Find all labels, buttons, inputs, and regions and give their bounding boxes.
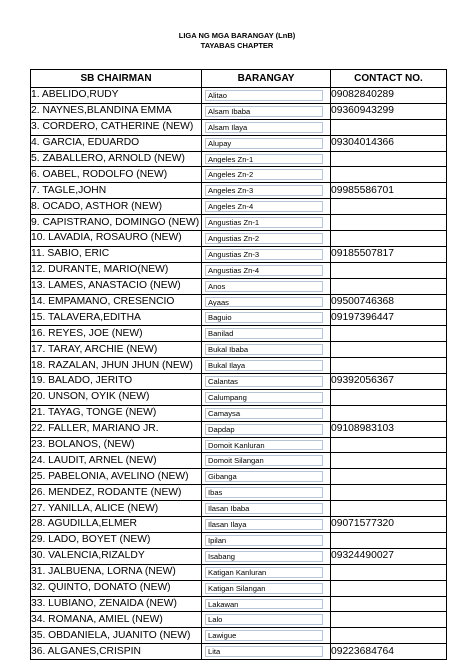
barangay-field: Alsam Ibaba xyxy=(205,106,323,117)
contact-number-cell: 09392056367 xyxy=(331,374,447,390)
table-row xyxy=(31,644,447,660)
barangay-cell xyxy=(202,135,331,151)
chairman-name-cell: 11. SABIO, ERIC xyxy=(31,246,202,262)
barangay-field: Domoit Silangan xyxy=(205,455,323,466)
chairman-name-cell: 35. OBDANIELA, JUANITO (NEW) xyxy=(31,628,202,644)
barangay-field: Ayaas xyxy=(205,297,323,308)
contact-number-cell xyxy=(331,485,447,501)
barangay-field: Angeles Zn-3 xyxy=(205,185,323,196)
contact-number-cell xyxy=(331,453,447,469)
table-row xyxy=(31,374,447,390)
chairman-name-cell: 27. YANILLA, ALICE (NEW) xyxy=(31,501,202,517)
contact-number-cell xyxy=(331,199,447,215)
table-row xyxy=(31,564,447,580)
barangay-cell xyxy=(202,644,331,660)
contact-number-cell: 09185507817 xyxy=(331,246,447,262)
chairman-name-cell: 19. BALADO, JERITO xyxy=(31,374,202,390)
table-header-row xyxy=(31,70,447,88)
chairman-name-cell: 1. ABELIDO,RUDY xyxy=(31,88,202,104)
chairman-name-cell: 5. ZABALLERO, ARNOLD (NEW) xyxy=(31,151,202,167)
contact-number-cell: 09108983103 xyxy=(331,421,447,437)
barangay-field: Katigan Silangan xyxy=(205,583,323,594)
table-row xyxy=(31,151,447,167)
contact-number-cell xyxy=(331,405,447,421)
barangay-field: Lawigue xyxy=(205,630,323,641)
barangay-field: Dapdap xyxy=(205,424,323,435)
contact-number-cell: 09360943299 xyxy=(331,103,447,119)
barangay-cell xyxy=(202,183,331,199)
chairman-name-cell: 12. DURANTE, MARIO(NEW) xyxy=(31,262,202,278)
chairman-name-cell: 14. EMPAMANO, CRESENCIO xyxy=(31,294,202,310)
table-row xyxy=(31,628,447,644)
contact-number-cell xyxy=(331,278,447,294)
barangay-cell xyxy=(202,421,331,437)
chairman-name-cell: 33. LUBIANO, ZENAIDA (NEW) xyxy=(31,596,202,612)
chairman-name-cell: 7. TAGLE,JOHN xyxy=(31,183,202,199)
barangay-field: Alsam Ilaya xyxy=(205,122,323,133)
contact-number-cell xyxy=(331,437,447,453)
column-header-chairman: SB CHAIRMAN xyxy=(31,70,202,88)
contact-number-cell xyxy=(331,564,447,580)
barangay-field: Bukal Ibaba xyxy=(205,344,323,355)
barangay-field: Angustias Zn-2 xyxy=(205,233,323,244)
barangay-cell xyxy=(202,580,331,596)
barangay-cell xyxy=(202,88,331,104)
table-row xyxy=(31,167,447,183)
chairman-name-cell: 20. UNSON, OYIK (NEW) xyxy=(31,389,202,405)
chairman-name-cell: 31. JALBUENA, LORNA (NEW) xyxy=(31,564,202,580)
barangay-cell xyxy=(202,326,331,342)
barangay-field: Lita xyxy=(205,646,323,657)
chairman-name-cell: 6. OABEL, RODOLFO (NEW) xyxy=(31,167,202,183)
barangay-cell xyxy=(202,342,331,358)
contact-number-cell xyxy=(331,215,447,231)
chairman-name-cell: 26. MENDEZ, RODANTE (NEW) xyxy=(31,485,202,501)
table-row xyxy=(31,262,447,278)
barangay-field: Camaysa xyxy=(205,408,323,419)
contact-number-cell xyxy=(331,501,447,517)
barangay-cell xyxy=(202,103,331,119)
chairman-name-cell: 16. REYES, JOE (NEW) xyxy=(31,326,202,342)
barangay-field: Calumpang xyxy=(205,392,323,403)
chairman-name-cell: 15. TALAVERA,EDITHA xyxy=(31,310,202,326)
contact-number-cell xyxy=(331,231,447,247)
contact-number-cell: 09304014366 xyxy=(331,135,447,151)
table-row xyxy=(31,405,447,421)
table-row xyxy=(31,310,447,326)
chairman-table xyxy=(30,69,447,660)
barangay-field: Anos xyxy=(205,281,323,292)
contact-number-cell: 09985586701 xyxy=(331,183,447,199)
barangay-cell xyxy=(202,215,331,231)
table-row xyxy=(31,119,447,135)
chairman-name-cell: 30. VALENCIA,RIZALDY xyxy=(31,548,202,564)
contact-number-cell xyxy=(331,628,447,644)
table-row xyxy=(31,215,447,231)
chairman-name-cell: 10. LAVADIA, ROSAURO (NEW) xyxy=(31,231,202,247)
table-row xyxy=(31,358,447,374)
table-body xyxy=(31,88,447,660)
contact-number-cell xyxy=(331,612,447,628)
contact-number-cell xyxy=(331,262,447,278)
barangay-field: Bukal Ilaya xyxy=(205,360,323,371)
contact-number-cell xyxy=(331,389,447,405)
barangay-cell xyxy=(202,167,331,183)
barangay-cell xyxy=(202,517,331,533)
barangay-field: Domoit Kanluran xyxy=(205,440,323,451)
table-row xyxy=(31,532,447,548)
barangay-cell xyxy=(202,231,331,247)
barangay-cell xyxy=(202,405,331,421)
barangay-cell xyxy=(202,485,331,501)
barangay-field: Banilad xyxy=(205,328,323,339)
chairman-name-cell: 9. CAPISTRANO, DOMINGO (NEW) xyxy=(31,215,202,231)
contact-number-cell: 09197396447 xyxy=(331,310,447,326)
table-row xyxy=(31,342,447,358)
barangay-cell xyxy=(202,374,331,390)
barangay-cell xyxy=(202,199,331,215)
contact-number-cell: 09082840289 xyxy=(331,88,447,104)
table-row xyxy=(31,294,447,310)
barangay-cell xyxy=(202,437,331,453)
document-title: LIGA NG MGA BARANGAY (LnB) xyxy=(178,31,296,40)
barangay-field: Baguio xyxy=(205,312,323,323)
barangay-field: Alupay xyxy=(205,138,323,149)
contact-number-cell xyxy=(331,580,447,596)
contact-number-cell xyxy=(331,596,447,612)
barangay-field: Lalo xyxy=(205,614,323,625)
chairman-name-cell: 25. PABELONIA, AVELINO (NEW) xyxy=(31,469,202,485)
barangay-field: Alitao xyxy=(205,90,323,101)
chairman-name-cell: 32. QUINTO, DONATO (NEW) xyxy=(31,580,202,596)
table-row xyxy=(31,135,447,151)
barangay-cell xyxy=(202,278,331,294)
barangay-cell xyxy=(202,246,331,262)
barangay-cell xyxy=(202,119,331,135)
contact-number-cell: 09071577320 xyxy=(331,517,447,533)
barangay-field: Calantas xyxy=(205,376,323,387)
chairman-name-cell: 8. OCADO, ASTHOR (NEW) xyxy=(31,199,202,215)
barangay-cell xyxy=(202,612,331,628)
barangay-field: Ilasan Ilaya xyxy=(205,519,323,530)
barangay-cell xyxy=(202,469,331,485)
barangay-field: Angeles Zn-2 xyxy=(205,169,323,180)
barangay-cell xyxy=(202,596,331,612)
barangay-field: Angustias Zn-1 xyxy=(205,217,323,228)
barangay-field: Angustias Zn-4 xyxy=(205,265,323,276)
barangay-cell xyxy=(202,358,331,374)
chairman-name-cell: 21. TAYAG, TONGE (NEW) xyxy=(31,405,202,421)
table-row xyxy=(31,246,447,262)
column-header-contact: CONTACT NO. xyxy=(331,70,447,88)
chairman-name-cell: 4. GARCIA, EDUARDO xyxy=(31,135,202,151)
contact-number-cell xyxy=(331,532,447,548)
barangay-field: Angustias Zn-3 xyxy=(205,249,323,260)
contact-number-cell xyxy=(331,151,447,167)
barangay-field: Ibas xyxy=(205,487,323,498)
barangay-field: Ilasan Ibaba xyxy=(205,503,323,514)
barangay-field: Katigan Kanluran xyxy=(205,567,323,578)
table-row xyxy=(31,389,447,405)
chairman-name-cell: 22. FALLER, MARIANO JR. xyxy=(31,421,202,437)
table-row xyxy=(31,517,447,533)
contact-number-cell xyxy=(331,167,447,183)
table-row xyxy=(31,183,447,199)
barangay-cell xyxy=(202,501,331,517)
contact-number-cell xyxy=(331,326,447,342)
table-row xyxy=(31,596,447,612)
chairman-name-cell: 29. LADO, BOYET (NEW) xyxy=(31,532,202,548)
column-header-barangay: BARANGAY xyxy=(202,70,331,88)
table-row xyxy=(31,326,447,342)
chairman-name-cell: 23. BOLANOS, (NEW) xyxy=(31,437,202,453)
chairman-name-cell: 2. NAYNES,BLANDINA EMMA xyxy=(31,103,202,119)
table-row xyxy=(31,580,447,596)
barangay-cell xyxy=(202,628,331,644)
table-row xyxy=(31,199,447,215)
barangay-cell xyxy=(202,453,331,469)
barangay-field: Angeles Zn-1 xyxy=(205,154,323,165)
chairman-name-cell: 13. LAMES, ANASTACIO (NEW) xyxy=(31,278,202,294)
contact-number-cell xyxy=(331,469,447,485)
barangay-cell xyxy=(202,389,331,405)
table-row xyxy=(31,103,447,119)
contact-number-cell: 09324490027 xyxy=(331,548,447,564)
table-row xyxy=(31,469,447,485)
chairman-name-cell: 28. AGUDILLA,ELMER xyxy=(31,517,202,533)
chairman-name-cell: 36. ALGANES,CRISPIN xyxy=(31,644,202,660)
barangay-field: Isabang xyxy=(205,551,323,562)
chairman-name-cell: 17. TARAY, ARCHIE (NEW) xyxy=(31,342,202,358)
table-row xyxy=(31,231,447,247)
barangay-cell xyxy=(202,532,331,548)
contact-number-cell: 09500746368 xyxy=(331,294,447,310)
barangay-cell xyxy=(202,151,331,167)
barangay-cell xyxy=(202,310,331,326)
barangay-cell xyxy=(202,548,331,564)
table-row xyxy=(31,437,447,453)
table-row xyxy=(31,421,447,437)
barangay-field: Lakawan xyxy=(205,599,323,610)
contact-number-cell: 09223684764 xyxy=(331,644,447,660)
contact-number-cell xyxy=(331,119,447,135)
table-row xyxy=(31,485,447,501)
table-row xyxy=(31,612,447,628)
table-row xyxy=(31,453,447,469)
barangay-cell xyxy=(202,294,331,310)
contact-number-cell xyxy=(331,358,447,374)
table-row xyxy=(31,501,447,517)
barangay-cell xyxy=(202,262,331,278)
barangay-field: Ipilan xyxy=(205,535,323,546)
chairman-name-cell: 3. CORDERO, CATHERINE (NEW) xyxy=(31,119,202,135)
chairman-name-cell: 18. RAZALAN, JHUN JHUN (NEW) xyxy=(31,358,202,374)
barangay-field: Angeles Zn-4 xyxy=(205,201,323,212)
table-row xyxy=(31,278,447,294)
chairman-name-cell: 34. ROMANA, AMIEL (NEW) xyxy=(31,612,202,628)
barangay-cell xyxy=(202,564,331,580)
table-row xyxy=(31,88,447,104)
barangay-field: Gibanga xyxy=(205,471,323,482)
table-row xyxy=(31,548,447,564)
document-subtitle: TAYABAS CHAPTER xyxy=(200,41,274,50)
chairman-name-cell: 24. LAUDIT, ARNEL (NEW) xyxy=(31,453,202,469)
contact-number-cell xyxy=(331,342,447,358)
